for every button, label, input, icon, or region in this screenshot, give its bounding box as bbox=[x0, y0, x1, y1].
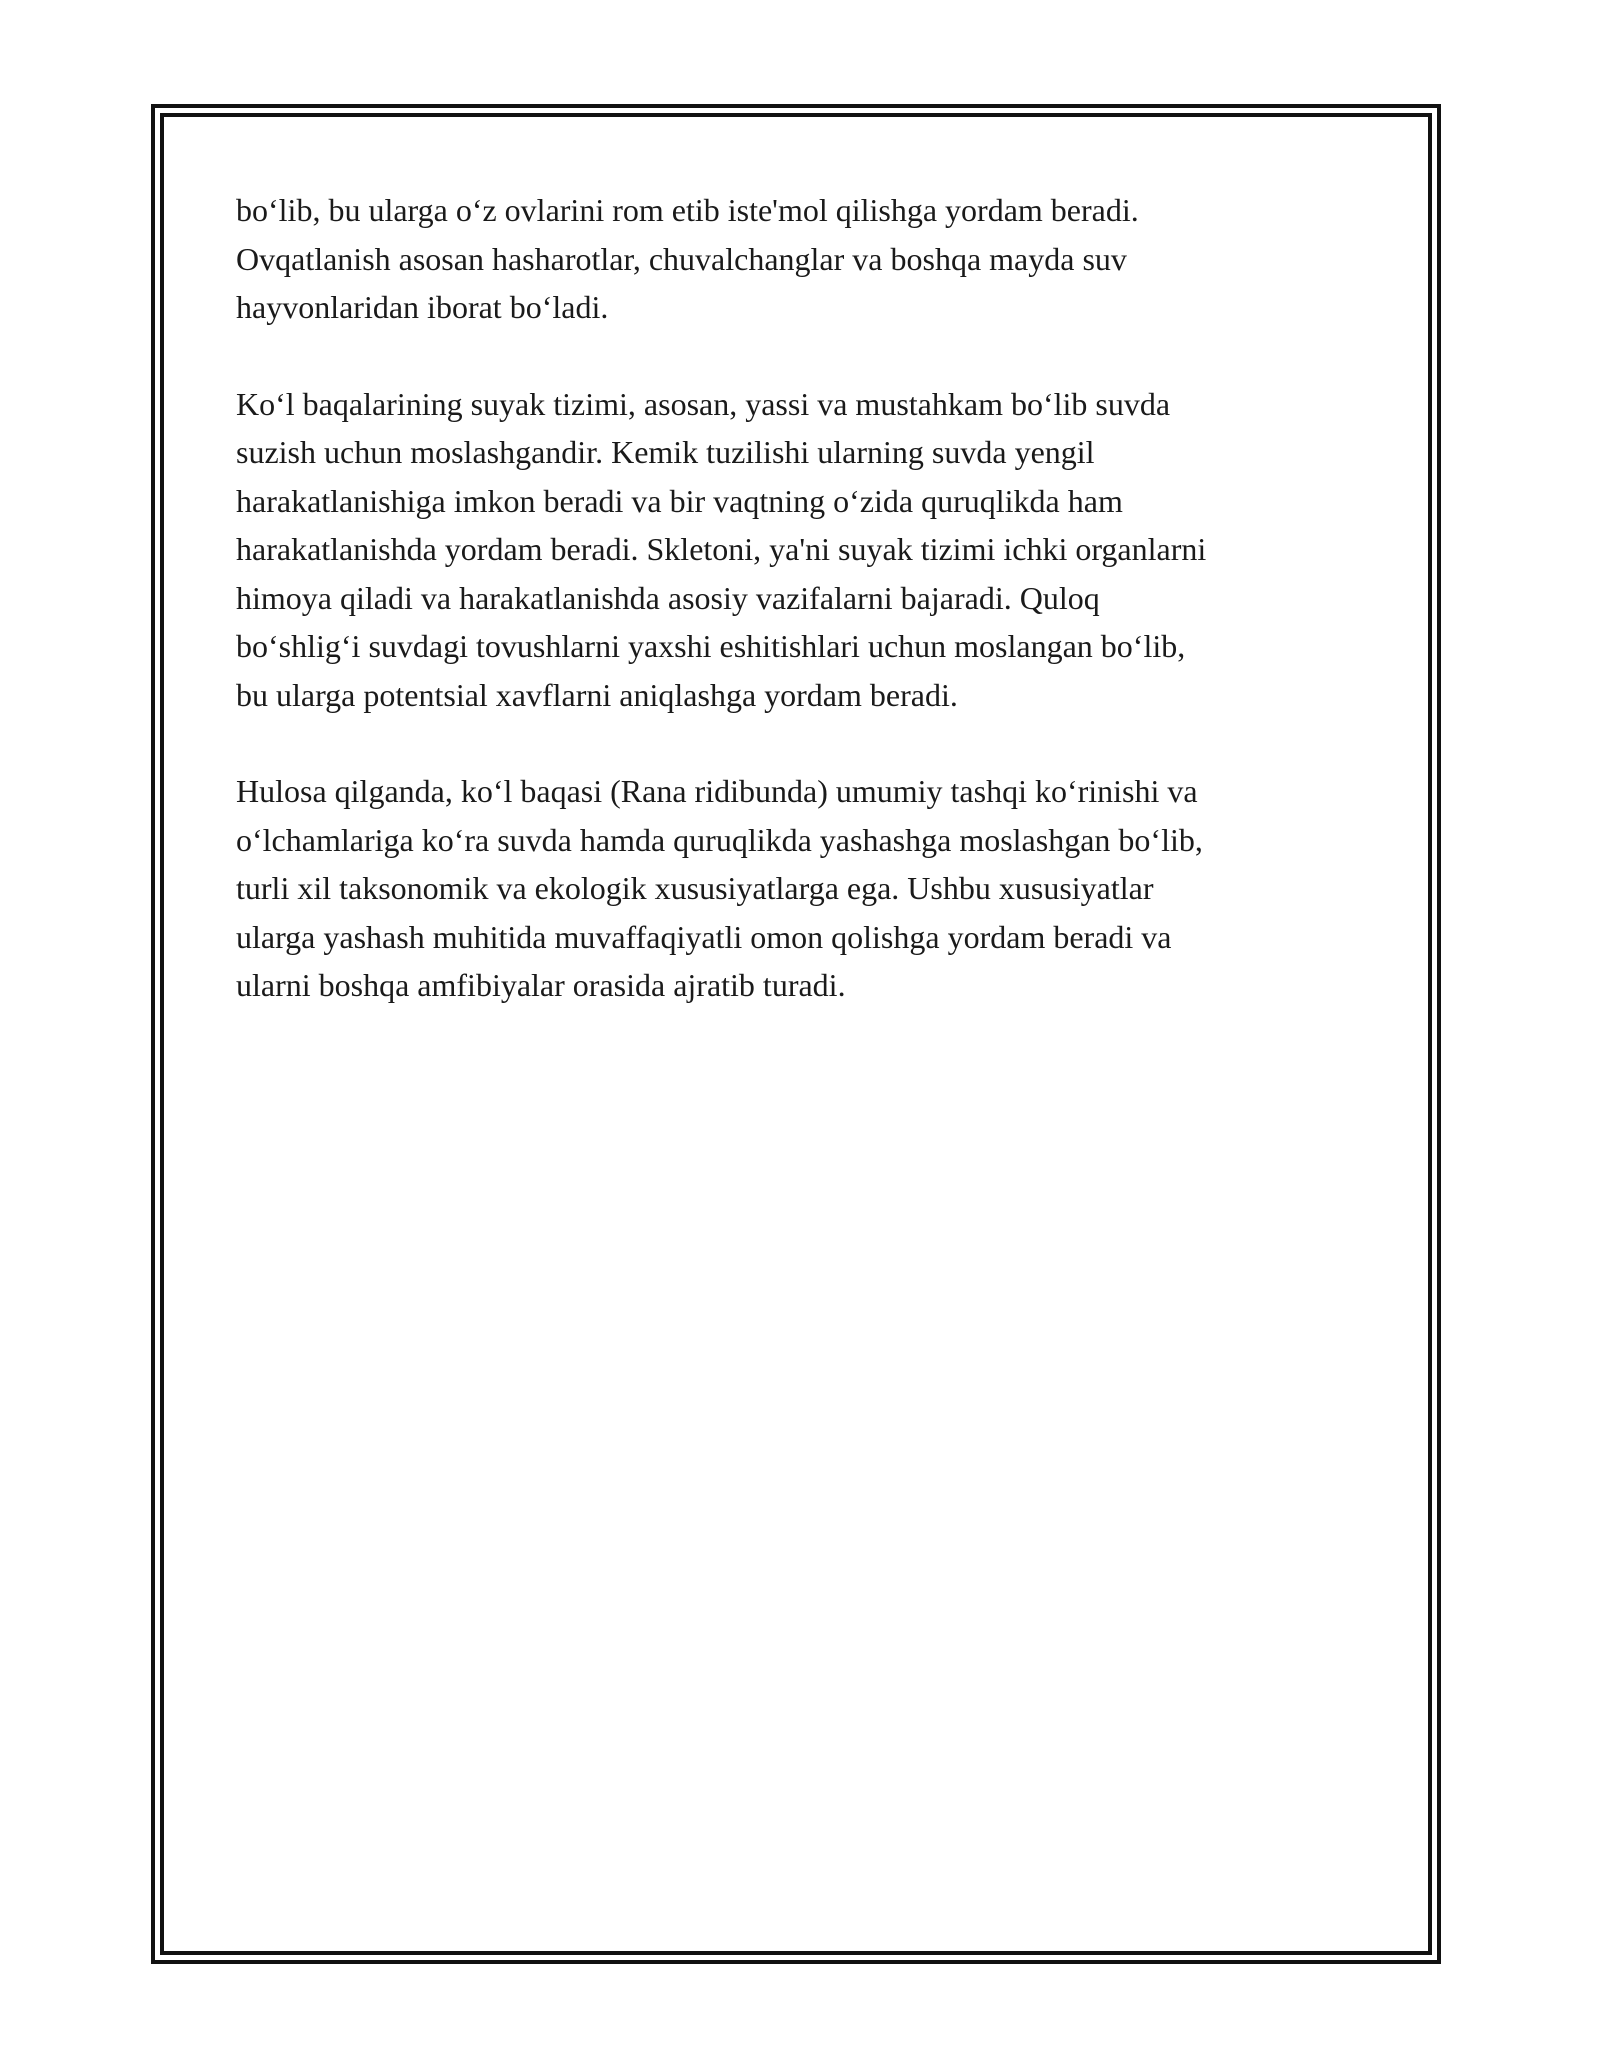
paragraph-1: bo‘lib, bu ularga o‘z ovlarini rom etib iste'mol qilishga yordam beradi. Ovqatlanish asosan hasharotlar, chuvalchanglar va boshqa mayda suv hayvonlaridan iborat bo‘ladi. bbox=[236, 192, 1139, 325]
paragraph-2: Ko‘l baqalarining suyak tizimi, asosan, yassi va mustahkam bo‘lib suvda suzish uchun moslashgandir. Kemik tuzilishi ularning suvda yengil harakatlanishiga imkon beradi va bir vaqtning o‘zida quruqlikda ham harakatlanishda yordam beradi. Skletoni, ya'ni suyak tizimi ichki organlarni himoya qiladi va harakatlanishda asosiy vazifalarni bajaradi. Quloq bo‘shlig‘i suvdagi tovushlarni yaxshi eshitishlari uchun moslangan bo‘lib, bu ularga potentsial xavflarni aniqlashga yordam beradi. bbox=[236, 385, 1207, 713]
paragraph-3: Hulosa qilganda, ko‘l baqasi (Rana ridibunda) umumiy tashqi ko‘rinishi va o‘lchamlariga ko‘ra suvda hamda quruqlikda yashashga moslashgan bo‘lib, turli xil taksonomik va ekologik xususiyatlarga ega. Ushbu xususiyatlar ularga yashash muhitida muvaffaqiyatli omon qolishga yordam beradi va ularni boshqa amfibiyalar orasida ajratib turadi. bbox=[236, 773, 1203, 1003]
document-body bbox=[236, 186, 1366, 1058]
